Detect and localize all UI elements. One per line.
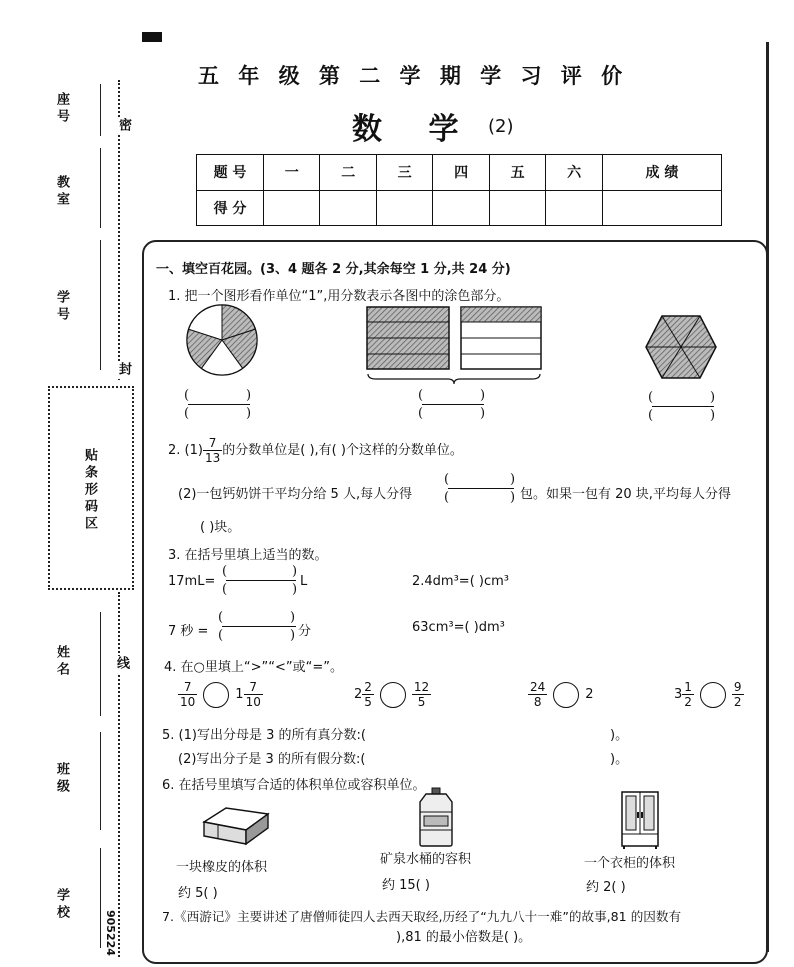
score-input-cell[interactable] — [433, 190, 489, 226]
q6-item1-answer: 约 5( ) — [178, 886, 218, 901]
seat-line — [100, 84, 101, 136]
answer-fraction-q3a[interactable]: ( ) ( ) — [222, 564, 298, 597]
score-input-cell[interactable] — [602, 190, 721, 226]
seal-feng: 封 — [116, 362, 131, 379]
barcode-label: 贴条形码区 — [82, 448, 97, 533]
question-2-part2c: ( )块。 — [200, 520, 241, 535]
seat-label: 座号 — [54, 92, 69, 126]
q3-a-left: 17mL= — [168, 574, 216, 589]
q6-item2-answer: 约 15( ) — [382, 878, 430, 893]
score-cell: 三 — [376, 155, 432, 191]
answer-fraction-q2[interactable]: ( ) ( ) — [444, 472, 516, 505]
score-input-cell[interactable] — [320, 190, 376, 226]
q3-d: 63cm³=( )dm³ — [412, 620, 505, 635]
compare-circle[interactable] — [380, 682, 406, 708]
class-label: 班级 — [54, 762, 69, 796]
score-cell: 五 — [489, 155, 545, 191]
eraser-icon — [200, 800, 272, 846]
q6-item2-label: 矿泉水桶的容积 — [380, 852, 472, 867]
question-4: 4. 在○里填上“>”“<”或“=”。 — [164, 660, 343, 675]
score-cell: 成 绩 — [602, 155, 721, 191]
q6-item3-answer: 约 2( ) — [586, 880, 626, 895]
score-table — [196, 154, 722, 226]
name-label: 姓名 — [54, 645, 69, 679]
compare-circle[interactable] — [203, 682, 229, 708]
score-cell: 一 — [264, 155, 320, 191]
seal-dotted-line-bottom — [118, 592, 120, 957]
registration-mark — [142, 32, 162, 42]
q3-c-unit: 分 — [298, 624, 312, 639]
score-cell: 六 — [546, 155, 602, 191]
answer-fraction-1[interactable]: ( ) ( ) — [184, 388, 252, 421]
question-3: 3. 在括号里填上适当的数。 — [168, 548, 328, 563]
q6-item1-label: 一块橡皮的体积 — [176, 860, 268, 875]
question-6: 6. 在括号里填写合适的体积单位或容积单位。 — [162, 778, 426, 793]
wardrobe-icon — [620, 790, 660, 850]
classroom-line — [100, 148, 101, 228]
question-2-part1: 2. (1) $\frac{7}{13}$ 的分数单位是( ),有( )个这样的分数单位。 — [168, 436, 463, 465]
score-table-score-row — [197, 190, 722, 226]
compare-1: $\frac{7}{10}$ 1 $\frac{7}{10}$ — [180, 680, 261, 709]
q3-b: 2.4dm³=( )cm³ — [412, 574, 509, 589]
q6-item3-label: 一个衣柜的体积 — [584, 856, 676, 871]
compare-3: $\frac{24}{8}$ 2 — [530, 680, 594, 709]
student-no-label: 学号 — [54, 290, 69, 324]
score-input-cell[interactable] — [546, 190, 602, 226]
score-cell: 四 — [433, 155, 489, 191]
score-cell: 题 号 — [197, 155, 264, 191]
score-input-cell[interactable] — [376, 190, 432, 226]
pie-figure — [184, 302, 260, 378]
seal-mi: 密 — [116, 118, 131, 135]
rect-figure-right — [460, 306, 542, 370]
score-cell: 二 — [320, 155, 376, 191]
question-7b: ),81 的最小倍数是( )。 — [396, 930, 532, 945]
compare-4: 3 $\frac{1}{2}$ $\frac{9}{2}$ — [674, 680, 742, 709]
name-line — [100, 612, 101, 716]
rect-figure-left — [366, 306, 450, 370]
question-5a: 5. (1)写出分母是 3 的所有真分数:( — [162, 728, 366, 743]
score-input-cell[interactable] — [264, 190, 320, 226]
score-table-header-row — [197, 155, 722, 191]
question-5a-end: )。 — [610, 728, 629, 743]
compare-2: 2 $\frac{2}{5}$ $\frac{12}{5}$ — [354, 680, 430, 709]
page-title: 五 年 级 第 二 学 期 学 习 评 价 — [198, 64, 629, 88]
subject-title: 数 学 — [352, 112, 477, 147]
fraction: $\frac{7}{13}$ — [204, 436, 221, 465]
answer-fraction-3[interactable]: ( ) ( ) — [648, 390, 716, 423]
compare-circle[interactable] — [553, 682, 579, 708]
student-no-line — [100, 240, 101, 370]
hexagon-figure — [644, 314, 718, 380]
question-7a: 7.《西游记》主要讲述了唐僧师徒四人去西天取经,历经了“九九八十一难”的故事,81 的因数有 — [162, 909, 682, 924]
q3-c-left: 7 秒 = — [168, 624, 209, 639]
score-row-label: 得 分 — [197, 190, 264, 226]
section-heading: 一、填空百花园。(3、4 题各 2 分,其余每空 1 分,共 24 分) — [156, 262, 511, 277]
q3-a-unit: L — [300, 574, 308, 589]
seal-xian: 线 — [114, 656, 129, 673]
class-line — [100, 732, 101, 830]
question-5b-end: )。 — [610, 752, 629, 767]
question-1: 1. 把一个图形看作单位“1”,用分数表示各图中的涂色部分。 — [168, 289, 510, 304]
water-jug-icon — [416, 786, 456, 848]
score-input-cell[interactable] — [489, 190, 545, 226]
brace — [366, 372, 542, 386]
print-code: 905224 — [104, 910, 117, 956]
classroom-label: 教室 — [54, 175, 69, 209]
subject-number: (2) — [488, 116, 514, 137]
compare-circle[interactable] — [700, 682, 726, 708]
question-2-part2a: (2)一包钙奶饼干平均分给 5 人,每人分得 — [178, 487, 413, 502]
question-2-part2b: 包。如果一包有 20 块,平均每人分得 — [520, 487, 731, 502]
question-5b: (2)写出分子是 3 的所有假分数:( — [178, 752, 366, 767]
answer-fraction-q3c[interactable]: ( ) ( ) — [218, 610, 296, 643]
school-line — [100, 848, 101, 948]
answer-fraction-2[interactable]: ( ) ( ) — [418, 388, 486, 421]
school-label: 学校 — [54, 888, 69, 922]
